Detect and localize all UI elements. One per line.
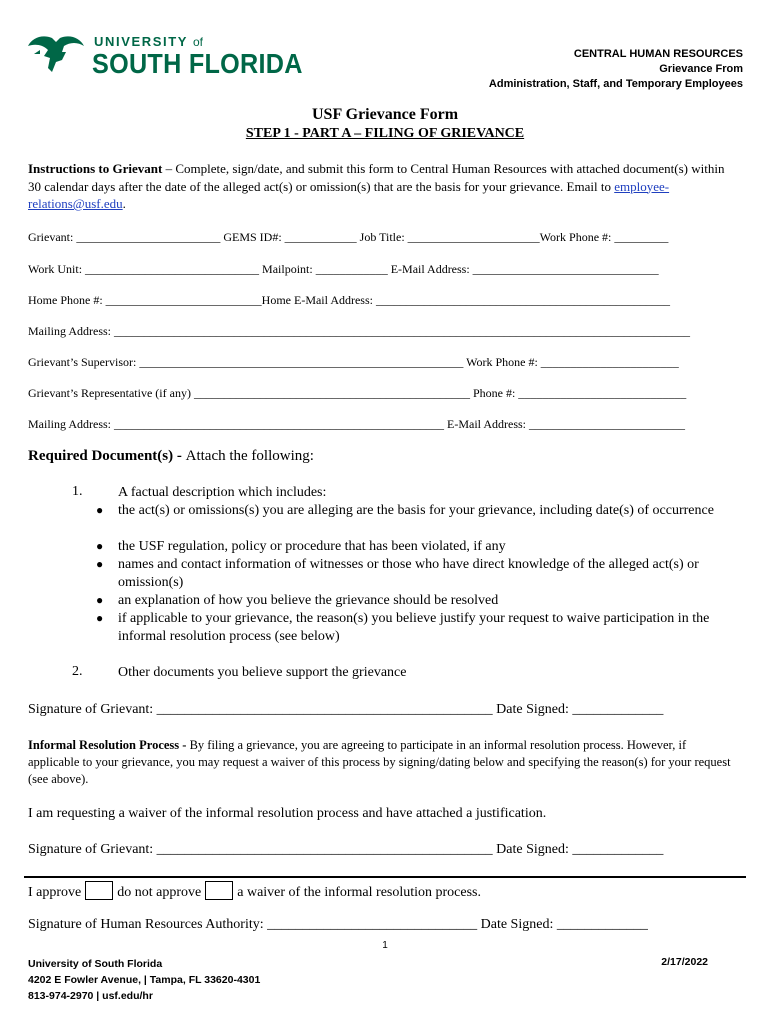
bullet-icon: ●	[96, 611, 104, 625]
mailing-address-row[interactable]: Mailing Address: ________________________________________________________________________________________________	[28, 324, 690, 338]
approval-suffix: a waiver of the informal resolution process.	[237, 885, 482, 900]
not-approve-checkbox[interactable]	[205, 881, 233, 900]
footer-contact: 813-974-2970 | usf.edu/hr	[28, 990, 153, 1002]
list-number-2: 2.	[72, 664, 83, 679]
bullet-icon: ●	[96, 539, 104, 553]
list-number-1: 1.	[72, 484, 83, 499]
bullet-icon: ●	[96, 503, 104, 517]
grievant-signature-line[interactable]: Signature of Grievant: ________________________________________________ Date Signed: _____________	[28, 702, 664, 717]
list-item-2: Other documents you believe support the grievance	[118, 665, 407, 680]
footer-date: 2/17/2022	[661, 956, 708, 968]
form-audience: Administration, Staff, and Temporary Employees	[488, 78, 743, 90]
usf-logo	[26, 30, 303, 80]
informal-label: Informal Resolution Process -	[28, 738, 190, 752]
bullet-item: the act(s) or omissions(s) you are alleging are the basis for your grievance, including date(s) of occurrence	[118, 503, 714, 518]
instructions-label: Instructions to Grievant	[28, 161, 163, 176]
home-contact-row[interactable]: Home Phone #: __________________________Home E-Mail Address: _________________________________________________	[28, 293, 670, 307]
footer-address: 4202 E Fowler Avenue, | Tampa, FL 33620-4301	[28, 974, 261, 986]
email-link[interactable]: employee-relations@usf.edu	[28, 178, 670, 211]
hr-authority-signature-line[interactable]: Signature of Human Resources Authority: ______________________________ Date Signed: _____________	[28, 917, 648, 932]
grievant-info-row[interactable]: Grievant: ________________________ GEMS ID#: ____________ Job Title: ______________________Work Phone #: _________	[28, 230, 669, 244]
bullet-item: if applicable to your grievance, the reason(s) you believe justify your request to waive participation in the informal resolution process (see below)	[118, 611, 710, 644]
work-unit-row[interactable]: Work Unit: _____________________________ Mailpoint: ____________ E-Mail Address: _______________________________	[28, 262, 659, 276]
form-type: Grievance From	[659, 63, 743, 75]
waiver-signature-line[interactable]: Signature of Grievant: ________________________________________________ Date Signed: _____________	[28, 842, 664, 857]
informal-resolution-paragraph: Informal Resolution Process - By filing a grievance, you are agreeing to participate in an informal resolution process. However, if applicable to your grievance, you may request a waiver of this process by signing/dating below and specifying the reason(s) for your request (see above).	[28, 738, 731, 786]
instructions-text: – Complete, sign/date, and submit this form to Central Human Resources with attached document(s) within 30 calendar days after the date of the alleged act(s) or omission(s) that are the basis for your grievance. Email to	[28, 161, 725, 194]
logo-name-text: SOUTH FLORIDA	[92, 48, 303, 79]
supervisor-row[interactable]: Grievant’s Supervisor: ______________________________________________________ Work Phone #: _______________________	[28, 355, 679, 369]
bullet-item: the USF regulation, policy or procedure that has been violated, if any	[118, 539, 506, 554]
page-number: 1	[382, 940, 388, 951]
bullet-icon: ●	[96, 557, 104, 571]
section-divider	[24, 876, 746, 878]
page-title: USF Grievance Form	[311, 106, 459, 123]
representative-row[interactable]: Grievant’s Representative (if any) ______________________________________________ Phone #: ____________________________	[28, 386, 687, 400]
approve-checkbox[interactable]	[85, 881, 113, 900]
approval-row	[28, 881, 748, 901]
list-item-1: A factual description which includes:	[118, 485, 327, 500]
approve-label: I approve	[28, 885, 82, 900]
page-subtitle: STEP 1 - PART A – FILING OF GRIEVANCE	[245, 126, 525, 141]
waiver-request-statement: I am requesting a waiver of the informal resolution process and have attached a justification.	[28, 806, 547, 821]
logo-university-text: UNIVERSITY of	[94, 34, 204, 49]
bullet-icon: ●	[96, 593, 104, 607]
representative-address-row[interactable]: Mailing Address: _______________________________________________________ E-Mail Address: __________________________	[28, 417, 685, 431]
header-department-block	[489, 47, 743, 92]
footer-org: University of South Florida	[28, 958, 163, 970]
bullet-item: an explanation of how you believe the grievance should be resolved	[118, 593, 499, 608]
department-name: CENTRAL HUMAN RESOURCES	[573, 48, 743, 60]
required-documents-heading: Required Document(s) - Attach the following:	[28, 448, 314, 464]
not-approve-label: do not approve	[117, 885, 202, 900]
usf-bull-icon	[26, 32, 86, 76]
bullet-item: names and contact information of witnesses or those who have direct knowledge of the alleged act(s) or omission(s)	[118, 557, 699, 590]
footer-address-block	[28, 956, 260, 1004]
instructions-paragraph: Instructions to Grievant – Complete, sign/date, and submit this form to Central Human Resources with attached document(s) within 30 calendar days after the date of the alleged act(s) or omission(s) that are the basis for your grievance. Email to employee-relations@usf.edu.	[28, 161, 725, 211]
